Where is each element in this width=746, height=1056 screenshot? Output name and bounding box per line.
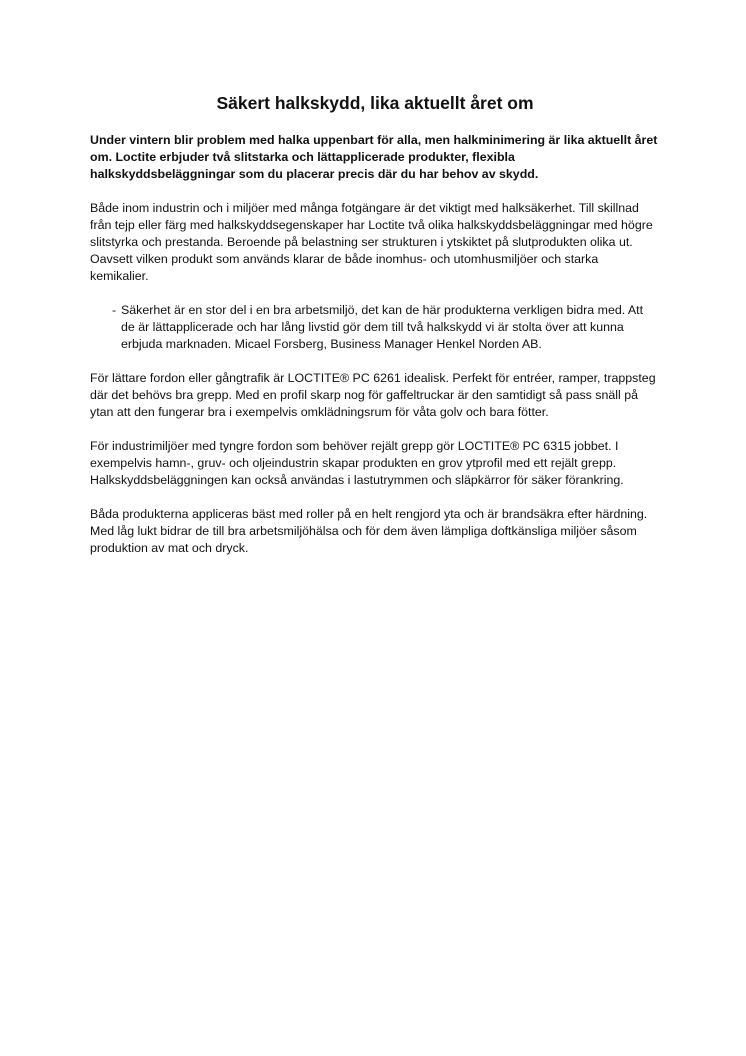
document-title: Säkert halkskydd, lika aktuellt året om bbox=[216, 93, 534, 113]
dash-bullet: - bbox=[112, 303, 117, 317]
body-paragraph-3: För industrimiljöer med tyngre fordon som behöver rejält grepp gör LOCTITE® PC 6315 jobbet. I exempelvis hamn-, gruv- och oljeindustrin skapar produkten en grov ytprofil med ett rejält grepp. Halkskyddsbeläggningen kan också användas i lastutrymmen och släpkärror för säker förankring. bbox=[90, 439, 624, 487]
quote-list-item bbox=[90, 302, 660, 353]
body-paragraph-4: Båda produkterna appliceras bäst med roller på en helt rengjord yta och är brandsäkra efter härdning. Med låg lukt bidrar de till bra arbetsmiljöhälsa och för dem även lämpliga doftkänsliga miljöer såsom produktion av mat och dryck. bbox=[90, 507, 648, 555]
body-paragraph-2: För lättare fordon eller gångtrafik är LOCTITE® PC 6261 idealisk. Perfekt för entréer, ramper, trappsteg där det behövs bra grepp. Med en profil skarp nog för gaffeltruckar är den samtidigt så pass snäll på ytan att den fungerar bra i exempelvis omklädningsrum för våta golv och bara fötter. bbox=[90, 371, 656, 419]
body-paragraph-1: Både inom industrin och i miljöer med många fotgängare är det viktigt med halksäkerhet. Till skillnad från tejp eller färg med halkskyddsegenskaper har Loctite två olika halkskyddsbeläggningar med högre slitstyrka och prestanda. Beroende på belastning ser strukturen i ytskiktet på slutprodukten olika ut. Oavsett vilken produkt som används klarar de både inomhus- och utomhusmiljöer och starka kemikalier. bbox=[90, 201, 653, 283]
lead-paragraph: Under vintern blir problem med halka uppenbart för alla, men halkminimering är lika aktuellt året om. Loctite erbjuder två slitstarka och lättapplicerade produkter, flexibla halkskyddsbeläggningar som du placerar precis där du har behov av skydd. bbox=[90, 133, 658, 181]
quote-list bbox=[90, 302, 660, 353]
quote-text: Säkerhet är en stor del i en bra arbetsmiljö, det kan de här produkterna verkligen bidra med. Att de är lättapplicerade och har lång livstid gör dem till två halkskydd vi är stolta över att kunna erbjuda marknaden. Micael Forsberg, Business Manager Henkel Norden AB. bbox=[121, 303, 644, 351]
document-body bbox=[90, 92, 660, 574]
